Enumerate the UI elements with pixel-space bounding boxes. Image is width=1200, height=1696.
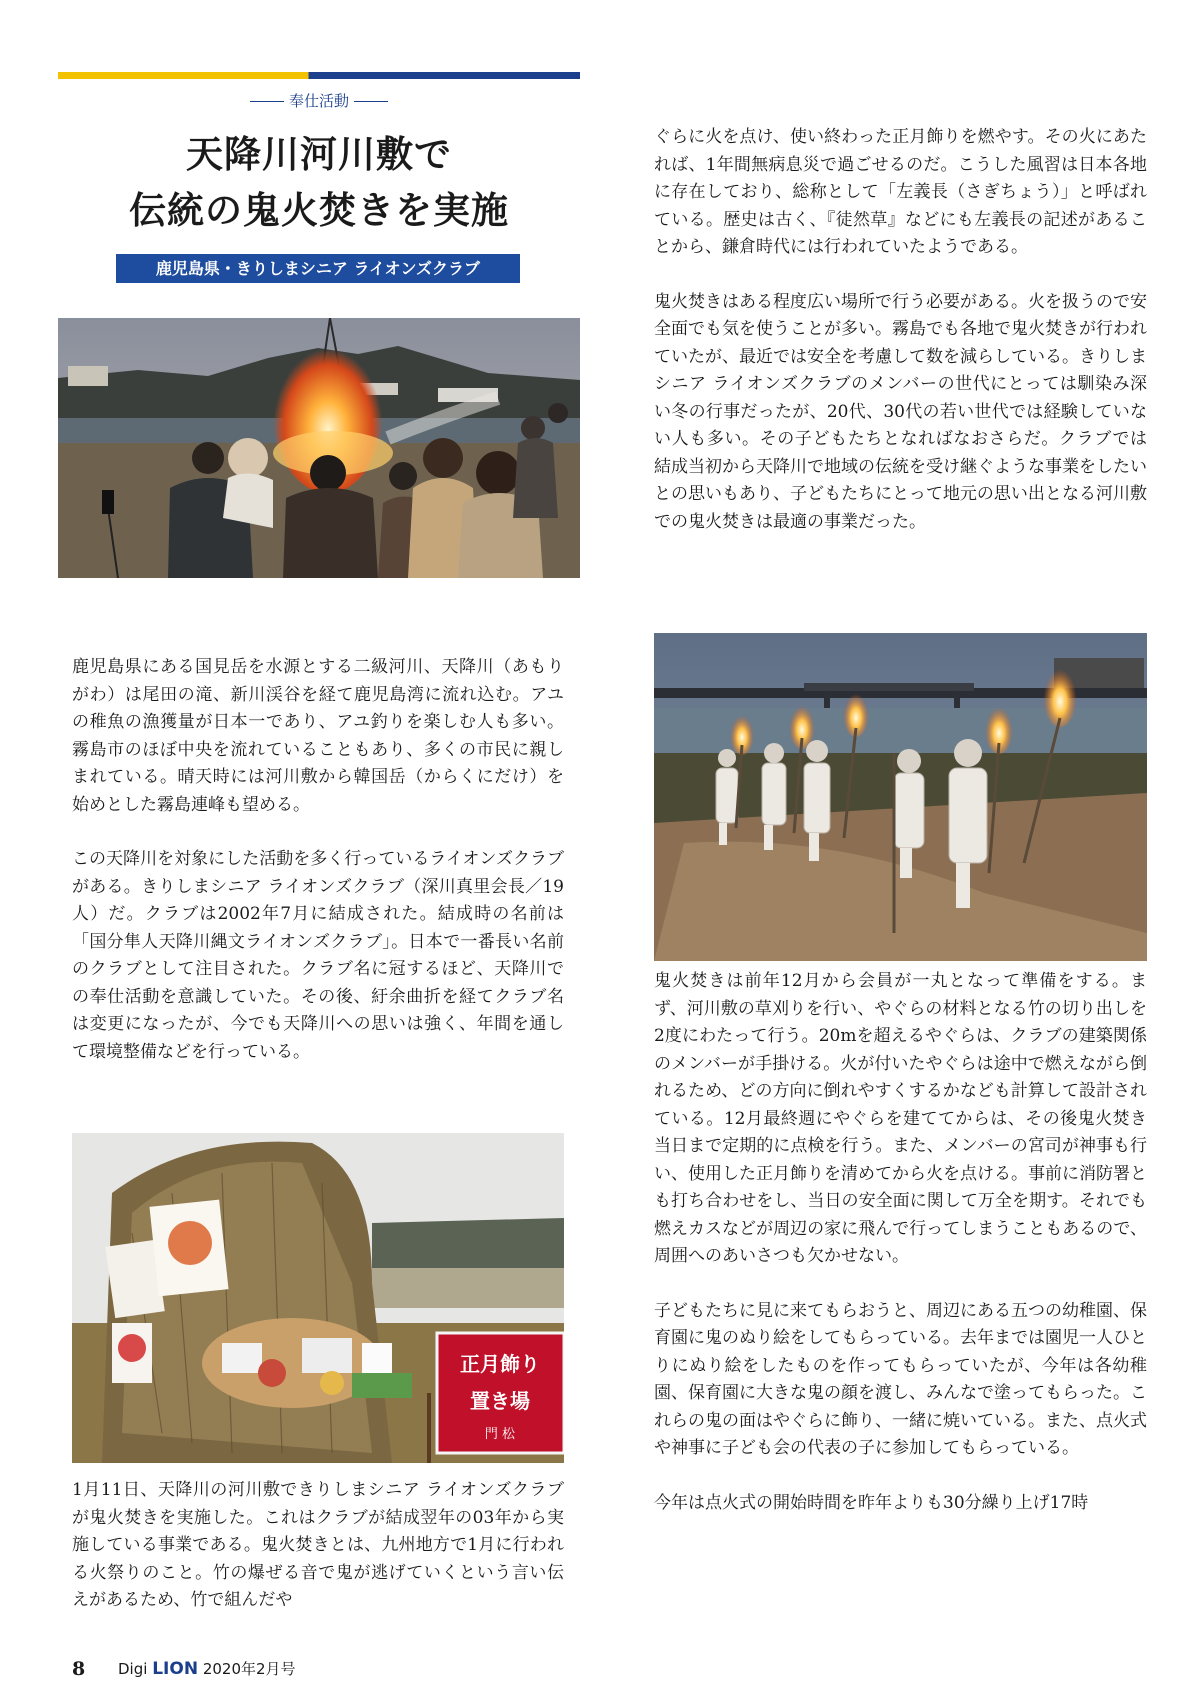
left-column-top <box>72 654 564 1066</box>
title-line-2: 伝統の鬼火焚きを実施 <box>129 188 509 232</box>
kicker-rule-left <box>250 101 284 102</box>
paragraph-event: 1月11日、天降川の河川敷できりしまシニア ライオンズクラブが鬼火焚きを実施した。これはクラブが結成翌年の03年から実施している事業である。鬼火焚きとは、九州地方で1月に行われる火祭りのこと。竹の爆ぜる音で鬼が逃げていくという言い伝えがあるため、竹で組んだや <box>72 1480 564 1610</box>
paragraph-this-year: 今年は点火式の開始時間を昨年よりも30分繰り上げ17時 <box>654 1492 1089 1513</box>
club-banner: 鹿児島県・きりしまシニア ライオンズクラブ <box>116 254 520 283</box>
paragraph-gap <box>654 262 1147 289</box>
sign-line-2: 置き場 <box>470 1389 530 1413</box>
brand-name: LION <box>152 1659 199 1679</box>
paragraph-location: 鬼火焚きはある程度広い場所で行う必要がある。火を扱うので安全面でも気を使うことが多い。霧島でも各地で鬼火焚きが行われていたが、最近では安全を考慮して数を減らしている。きりしまシニア ライオンズクラブのメンバーの世代にとっては馴染み深い冬の行事だったが、20代、30代の若い世代では経験していない人も多い。その子どもたちとなればなおさらだ。クラブでは結成当初から天降川で地域の伝統を受け継ぐような事業をしたいとの思いもあり、子どもたちにとって地元の思い出となる河川敷での鬼火焚きは最適の事業だった。 <box>654 291 1147 532</box>
left-column-bottom <box>72 1477 564 1615</box>
article-title <box>58 126 580 238</box>
paragraph-gap <box>72 819 564 846</box>
torch-procession-photo <box>654 633 1147 961</box>
page-number: 8 <box>72 1658 86 1680</box>
paragraph-gap <box>654 1271 1147 1298</box>
paragraph-gap <box>654 1463 1147 1490</box>
kicker-label: 奉仕活動 <box>288 92 349 110</box>
paragraph-children: 子どもたちに見に来てもらおうと、周辺にある五つの幼稚園、保育園に鬼のぬり絵をしてもらっている。去年までは園児一人ひとりにぬり絵をしたものを作ってもらっていたが、今年は各幼稚園、保育園に大きな鬼の顔を渡し、みんなで塗ってもらった。これらの鬼の面はやぐらに飾り、一緒に焼いている。また、点火式や神事に子ども会の代表の子に参加してもらっている。 <box>654 1300 1147 1458</box>
shrine-sign <box>427 1333 564 1463</box>
sign-line-small: 門 松 <box>484 1427 516 1442</box>
paragraph-club-history: この天降川を対象にした活動を多く行っているライオンズクラブがある。きりしまシニア ライオンズクラブ（深川真里会長／19人）だ。クラブは2002年7月に結成された。結成時の名前は「国分隼人天降川縄文ライオンズクラブ」。日本で一番長い名前のクラブとして注目された。クラブ名に冠するほど、天降川での奉仕活動を意識していた。その後、紆余曲折を経てクラブ名は変更になったが、今でも天降川への思いは強く、年間を通して環境整備などを行っている。 <box>72 849 564 1062</box>
section-kicker <box>58 90 580 111</box>
bonfire-photo <box>58 318 580 578</box>
decorations-illustration <box>72 1133 564 1463</box>
torch-illustration <box>654 633 1147 961</box>
sign-line-1: 正月飾り <box>460 1352 540 1376</box>
title-line-1: 天降川河川敷で <box>186 132 452 176</box>
right-column-top <box>654 124 1147 536</box>
new-year-decorations-photo <box>72 1133 564 1463</box>
right-column-bottom <box>654 968 1147 1517</box>
bonfire-illustration <box>58 318 580 578</box>
kicker-rule-right <box>354 101 388 102</box>
issue-label: 2020年2月号 <box>202 1660 296 1678</box>
brand-prefix: Digi <box>118 1660 148 1678</box>
footer-brand <box>118 1658 296 1680</box>
paragraph-preparation: 鬼火焚きは前年12月から会員が一丸となって準備をする。まず、河川敷の草刈りを行い、やぐらの材料となる竹の切り出しを2度にわたって行う。20mを超えるやぐらは、クラブの建築関係のメンバーが手掛ける。火が付いたやぐらは途中で燃えながら倒れるため、どの方向に倒れやすくするかなども計算して設計されている。12月最終週にやぐらを建ててからは、その後鬼火焚き当日まで定期的に点検を行う。また、メンバーの宮司が神事も行い、使用した正月飾りを清めてから火を点ける。事前に消防署とも打ち合わせをし、当日の安全面に関して万全を期す。それでも燃えカスなどが周辺の家に飛んで行ってしまうこともあるので、周囲へのあいさつも欠かせない。 <box>654 971 1147 1266</box>
paragraph-sagicho: ぐらに火を点け、使い終わった正月飾りを燃やす。その火にあたれば、1年間無病息災で過ごせるのだ。こうした風習は日本各地に存在しており、総称として「左義長（さぎちょう）」と呼ばれている。歴史は古く、『徒然草』などにも左義長の記述があることから、鎌倉時代には行われていたようである。 <box>654 127 1147 257</box>
paragraph-intro: 鹿児島県にある国見岳を水源とする二級河川、天降川（あもりがわ）は尾田の滝、新川渓谷を経て鹿児島湾に流れ込む。アユの稚魚の漁獲量が日本一であり、アユ釣りを楽しむ人も多い。霧島市のほぼ中央を流れていることもあり、多くの市民に親しまれている。晴天時には河川敷から韓国岳（からくにだけ）を始めとした霧島連峰も望める。 <box>72 657 564 815</box>
header-color-bar <box>58 72 580 79</box>
